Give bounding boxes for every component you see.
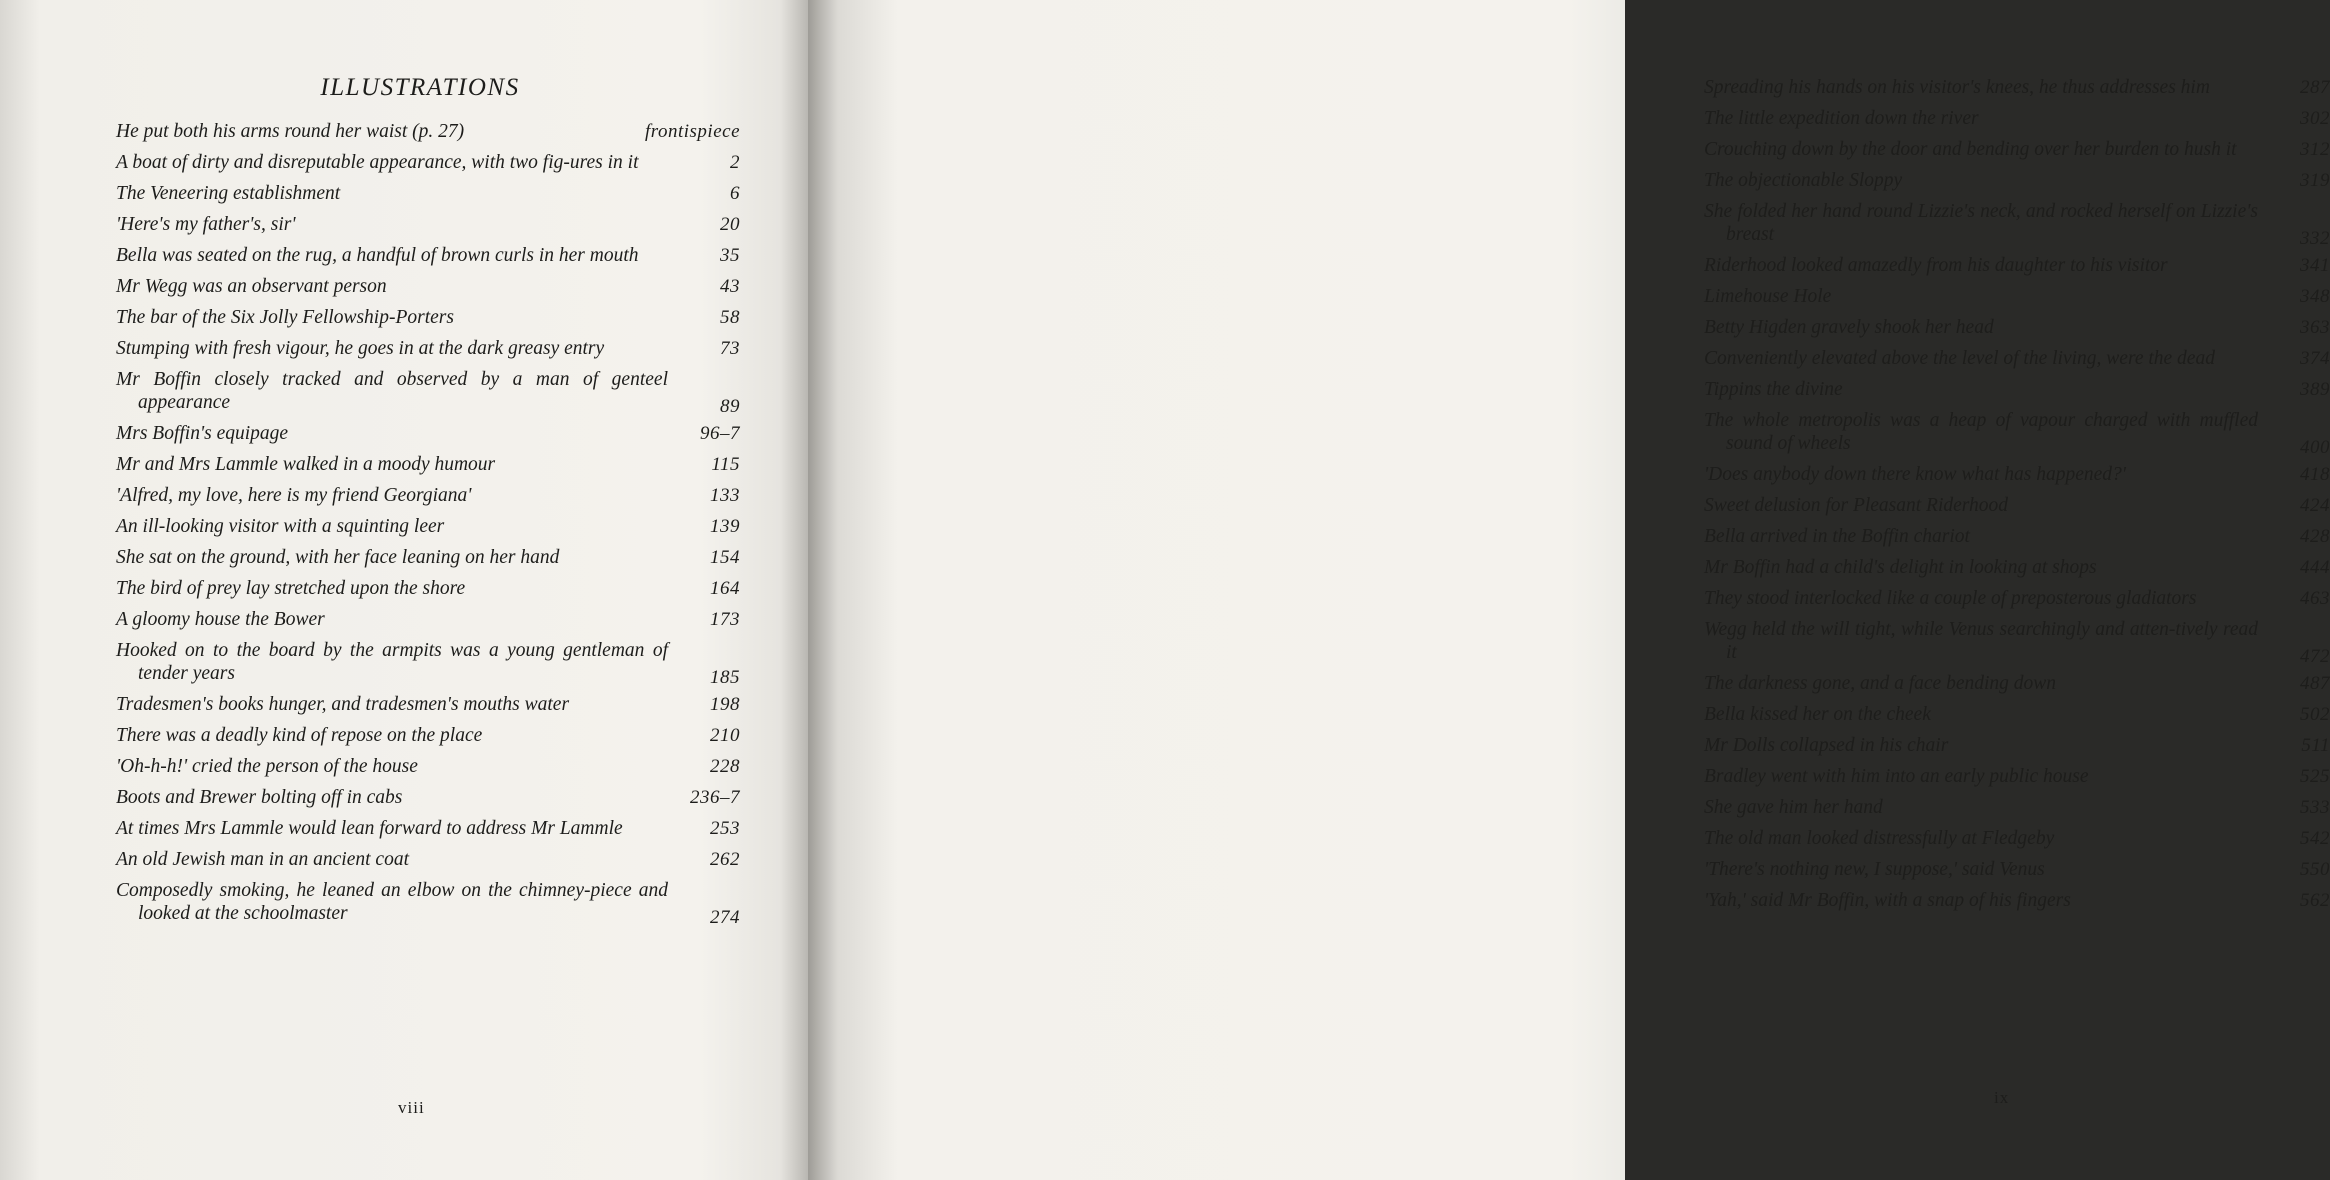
list-item	[116, 693, 740, 716]
list-item	[1704, 347, 2330, 370]
illustration-caption: The Veneering establishment	[116, 183, 341, 204]
illustration-caption: A boat of dirty and disreputable appearance, with two fig-ures in it	[116, 152, 639, 173]
page-number-left: viii	[398, 1098, 425, 1117]
illustration-page-number: frontispiece	[645, 121, 740, 142]
illustration-page-number: 302	[2300, 108, 2330, 129]
illustration-caption: Mr Dolls collapsed in his chair	[1704, 735, 1949, 756]
list-item	[116, 120, 740, 143]
illustration-page-number: 374	[2300, 348, 2330, 369]
illustration-page-number: 133	[710, 485, 740, 506]
illustration-page-number: 2	[730, 152, 740, 173]
illustration-caption: An ill-looking visitor with a squinting leer	[116, 516, 445, 537]
illustration-page-number: 236–7	[690, 787, 740, 808]
illustration-page-number: 348	[2300, 286, 2330, 307]
illustration-caption: Wegg held the will tight, while Venus searchingly and atten-tively read it	[1704, 619, 2258, 663]
illustration-page-number: 35	[720, 245, 740, 266]
illustration-caption: Riderhood looked amazedly from his daughter to his visitor	[1704, 255, 2168, 276]
illustration-page-number: 472	[2300, 646, 2330, 667]
list-item	[1704, 618, 2330, 667]
list-item	[1704, 556, 2330, 579]
illustration-caption: Boots and Brewer bolting off in cabs	[116, 787, 403, 808]
illustration-caption: Stumping with fresh vigour, he goes in at the dark greasy entry	[116, 338, 605, 359]
illustration-page-number: 319	[2300, 170, 2330, 191]
illustrations-list-right	[1704, 76, 2330, 912]
list-item	[116, 151, 740, 174]
list-item	[116, 817, 740, 840]
illustration-caption: Mrs Boffin's equipage	[116, 423, 289, 444]
illustration-page-number: 20	[720, 214, 740, 235]
illustration-page-number: 550	[2300, 859, 2330, 880]
illustration-page-number: 418	[2300, 464, 2330, 485]
list-item	[1704, 107, 2330, 130]
illustration-caption: Bella kissed her on the cheek	[1704, 704, 1931, 725]
list-item	[116, 306, 740, 329]
list-item	[116, 786, 740, 809]
right-page	[808, 0, 2330, 1180]
illustration-page-number: 43	[720, 276, 740, 297]
list-item	[116, 879, 740, 928]
illustration-page-number: 139	[710, 516, 740, 537]
list-item	[116, 577, 740, 600]
illustration-page-number: 274	[710, 907, 740, 928]
illustration-page-number: 115	[711, 454, 740, 475]
list-item	[1704, 587, 2330, 610]
illustration-caption: Conveniently elevated above the level of the living, were the dead	[1704, 348, 2215, 369]
illustration-page-number: 487	[2300, 673, 2330, 694]
illustration-page-number: 562	[2300, 890, 2330, 911]
list-item	[1704, 409, 2330, 458]
list-item	[1704, 316, 2330, 339]
illustration-caption: Sweet delusion for Pleasant Riderhood	[1704, 495, 2009, 516]
illustration-caption: Mr and Mrs Lammle walked in a moody humour	[116, 454, 496, 475]
illustration-page-number: 542	[2300, 828, 2330, 849]
illustration-caption: He put both his arms round her waist (p. 27)	[116, 121, 465, 142]
illustration-caption: The bird of prey lay stretched upon the shore	[116, 578, 466, 599]
illustration-caption: An old Jewish man in an ancient coat	[116, 849, 409, 870]
illustration-caption: 'There's nothing new, I suppose,' said Venus	[1704, 859, 2045, 880]
list-item	[1704, 378, 2330, 401]
illustration-page-number: 463	[2300, 588, 2330, 609]
illustration-caption: Betty Higden gravely shook her head	[1704, 317, 1994, 338]
illustration-caption: The darkness gone, and a face bending down	[1704, 673, 2057, 694]
list-item	[1704, 254, 2330, 277]
illustration-caption: Bella was seated on the rug, a handful of brown curls in her mouth	[116, 245, 639, 266]
illustration-caption: She gave him her hand	[1704, 797, 1883, 818]
list-item	[116, 848, 740, 871]
illustration-caption: 'Yah,' said Mr Boffin, with a snap of his fingers	[1704, 890, 2071, 911]
illustration-page-number: 287	[2300, 77, 2330, 98]
illustration-page-number: 525	[2300, 766, 2330, 787]
illustration-page-number: 173	[710, 609, 740, 630]
illustration-caption: Composedly smoking, he leaned an elbow on the chimney-piece and looked at the schoolmaster	[116, 880, 668, 924]
illustration-caption: The objectionable Sloppy	[1704, 170, 1903, 191]
illustration-page-number: 164	[710, 578, 740, 599]
list-item	[116, 453, 740, 476]
illustration-page-number: 424	[2300, 495, 2330, 516]
illustration-caption: They stood interlocked like a couple of preposterous gladiators	[1704, 588, 2197, 609]
list-item	[1704, 494, 2330, 517]
list-item	[116, 484, 740, 507]
illustration-page-number: 389	[2300, 379, 2330, 400]
illustration-page-number: 400	[2300, 437, 2330, 458]
list-item	[1704, 703, 2330, 726]
left-page	[0, 0, 808, 1180]
list-item	[116, 639, 740, 688]
illustration-page-number: 210	[710, 725, 740, 746]
illustration-page-number: 73	[720, 338, 740, 359]
illustration-page-number: 428	[2300, 526, 2330, 547]
illustration-page-number: 312	[2300, 139, 2330, 160]
illustration-page-number: 89	[720, 396, 740, 417]
illustration-page-number: 363	[2300, 317, 2330, 338]
illustration-caption: Bella arrived in the Boffin chariot	[1704, 526, 1970, 547]
list-item	[116, 608, 740, 631]
illustration-caption: Mr Boffin had a child's delight in looking at shops	[1704, 557, 2097, 578]
list-item	[116, 515, 740, 538]
illustration-caption: Bradley went with him into an early public house	[1704, 766, 2089, 787]
illustration-page-number: 253	[710, 818, 740, 839]
illustration-caption: Mr Boffin closely tracked and observed by a man of genteel appearance	[116, 369, 668, 413]
illustration-page-number: 185	[710, 667, 740, 688]
illustration-caption: 'Alfred, my love, here is my friend Georgiana'	[116, 485, 472, 506]
illustration-caption: A gloomy house the Bower	[116, 609, 325, 630]
illustration-caption: The little expedition down the river	[1704, 108, 1979, 129]
list-item	[1704, 138, 2330, 161]
list-item	[1704, 796, 2330, 819]
list-item	[116, 724, 740, 747]
illustration-page-number: 262	[710, 849, 740, 870]
illustration-caption: Tradesmen's books hunger, and tradesmen's mouths water	[116, 694, 570, 715]
illustration-caption: She folded her hand round Lizzie's neck, and rocked herself on Lizzie's breast	[1704, 201, 2258, 245]
list-item	[1704, 285, 2330, 308]
illustration-page-number: 533	[2300, 797, 2330, 818]
illustration-page-number: 502	[2300, 704, 2330, 725]
illustration-caption: There was a deadly kind of repose on the place	[116, 725, 483, 746]
illustration-page-number: 228	[710, 756, 740, 777]
illustration-caption: 'Oh-h-h!' cried the person of the house	[116, 756, 418, 777]
illustration-caption: At times Mrs Lammle would lean forward to address Mr Lammle	[116, 818, 623, 839]
list-item	[116, 368, 740, 417]
illustration-caption: Mr Wegg was an observant person	[116, 276, 387, 297]
page-title: ILLUSTRATIONS	[320, 74, 520, 101]
illustration-page-number: 332	[2300, 228, 2330, 249]
illustration-page-number: 6	[730, 183, 740, 204]
list-item	[116, 182, 740, 205]
list-item	[1704, 827, 2330, 850]
illustration-page-number: 341	[2300, 255, 2330, 276]
illustration-caption: Limehouse Hole	[1704, 286, 1832, 307]
illustration-caption: Crouching down by the door and bending over her burden to hush it	[1704, 139, 2237, 160]
illustration-page-number: 511	[2301, 735, 2330, 756]
list-item	[1704, 463, 2330, 486]
illustrations-list-left	[116, 120, 740, 928]
illustration-caption: The bar of the Six Jolly Fellowship-Porters	[116, 307, 454, 328]
list-item	[1704, 200, 2330, 249]
illustration-page-number: 154	[710, 547, 740, 568]
list-item	[116, 546, 740, 569]
list-item	[116, 422, 740, 445]
illustration-page-number: 444	[2300, 557, 2330, 578]
list-item	[116, 275, 740, 298]
illustration-caption: Tippins the divine	[1704, 379, 1843, 400]
illustration-page-number: 58	[720, 307, 740, 328]
list-item	[116, 337, 740, 360]
list-item	[1704, 169, 2330, 192]
page-number-right: ix	[1994, 1088, 2010, 1107]
illustration-page-number: 96–7	[700, 423, 740, 444]
list-item	[116, 213, 740, 236]
list-item	[116, 755, 740, 778]
list-item	[1704, 765, 2330, 788]
illustration-caption: She sat on the ground, with her face leaning on her hand	[116, 547, 560, 568]
list-item	[1704, 858, 2330, 881]
list-item	[1704, 76, 2330, 99]
illustration-caption: 'Does anybody down there know what has happened?'	[1704, 464, 2126, 485]
illustration-caption: Hooked on to the board by the armpits was a young gentleman of tender years	[116, 640, 668, 684]
list-item	[116, 244, 740, 267]
illustration-caption: Spreading his hands on his visitor's knees, he thus addresses him	[1704, 77, 2210, 98]
illustration-caption: The whole metropolis was a heap of vapour charged with muffled sound of wheels	[1704, 410, 2258, 454]
list-item	[1704, 672, 2330, 695]
list-item	[1704, 889, 2330, 912]
list-item	[1704, 525, 2330, 548]
list-item	[1704, 734, 2330, 757]
illustration-caption: The old man looked distressfully at Fledgeby	[1704, 828, 2055, 849]
illustration-caption: 'Here's my father's, sir'	[116, 214, 296, 235]
illustration-page-number: 198	[710, 694, 740, 715]
